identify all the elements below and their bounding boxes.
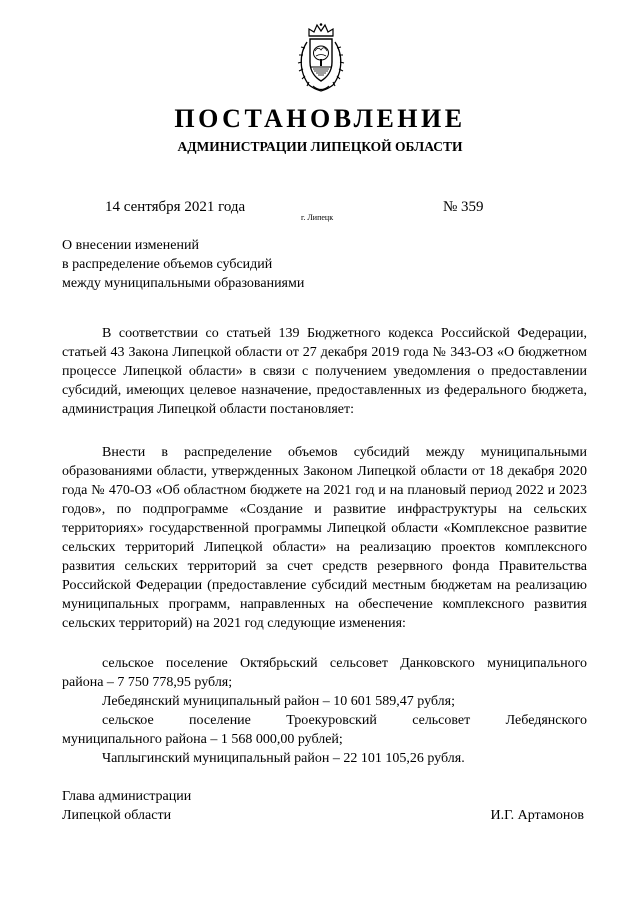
list-item: сельское поселение Троекуровский сельсовет Лебедянского xyxy=(102,713,587,728)
signatory-position xyxy=(62,787,191,825)
signatory-position-line: Глава администрации xyxy=(62,789,192,804)
list-item: Чаплыгинский муниципальный район – 22 101 105,26 рубля. xyxy=(102,751,465,766)
signatory-name: И.Г. Артамонов xyxy=(490,808,584,823)
document-title: ПОСТАНОВЛЕНИЕ xyxy=(174,104,466,133)
document-number: № 359 xyxy=(443,199,484,215)
list-item: Лебедянский муниципальный район – 10 601 589,47 рубля; xyxy=(102,694,455,709)
document-city: г. Липецк xyxy=(301,213,334,222)
list-item: сельское поселение Октябрьский сельсовет Данковского муниципального района – 7 750 778,95 рубля; xyxy=(62,656,587,690)
signatory-position-line: Липецкой области xyxy=(62,808,172,823)
subject-line: в распределение объемов субсидий xyxy=(62,257,273,272)
resolution-paragraph: Внести в распределение объемов субсидий между муниципальными образованиями области, утвержденных Законом Липецкой области от 18 декабря 2020 года № 470-ОЗ «Об областном бюджете на 2021 год и на плановый период 2022 и 2023 годов», по подпрограмме «Создание и развитие инфраструктуры на сельских территориях» государственной программы Липецкой области «Комплексное развитие сельских территорий Липецкой области» на реализацию проектов комплексного развития сельских территорий за счет средств резервного фонда Правительства Российской Федерации (предоставление субсидий местным бюджетам на реализацию муниципальных программ, направленных на обеспечение комплексного развития сельских территорий) на 2021 год следующие изменения: xyxy=(62,445,587,631)
document-date: 14 сентября 2021 года xyxy=(105,199,246,215)
list-item-continuation: муниципального района – 1 568 000,00 рублей; xyxy=(62,732,343,747)
issuing-authority: АДМИНИСТРАЦИИ ЛИПЕЦКОЙ ОБЛАСТИ xyxy=(177,139,463,154)
coat-of-arms-icon xyxy=(296,22,346,94)
changes-list xyxy=(62,654,587,768)
document-subject xyxy=(62,236,392,293)
preamble-paragraph: В соответствии со статьей 139 Бюджетного кодекса Российской Федерации, статьей 43 Закона Липецкой области от 27 декабря 2019 года № 343-ОЗ «О бюджетном процессе Липецкой области» в связи с получением уведомления о предоставлении субсидий, имеющих целевое назначение, предоставленных из федерального бюджета, администрация Липецкой области постановляет: xyxy=(62,326,587,417)
subject-line: О внесении изменений xyxy=(62,238,199,253)
subject-line: между муниципальными образованиями xyxy=(62,276,305,291)
